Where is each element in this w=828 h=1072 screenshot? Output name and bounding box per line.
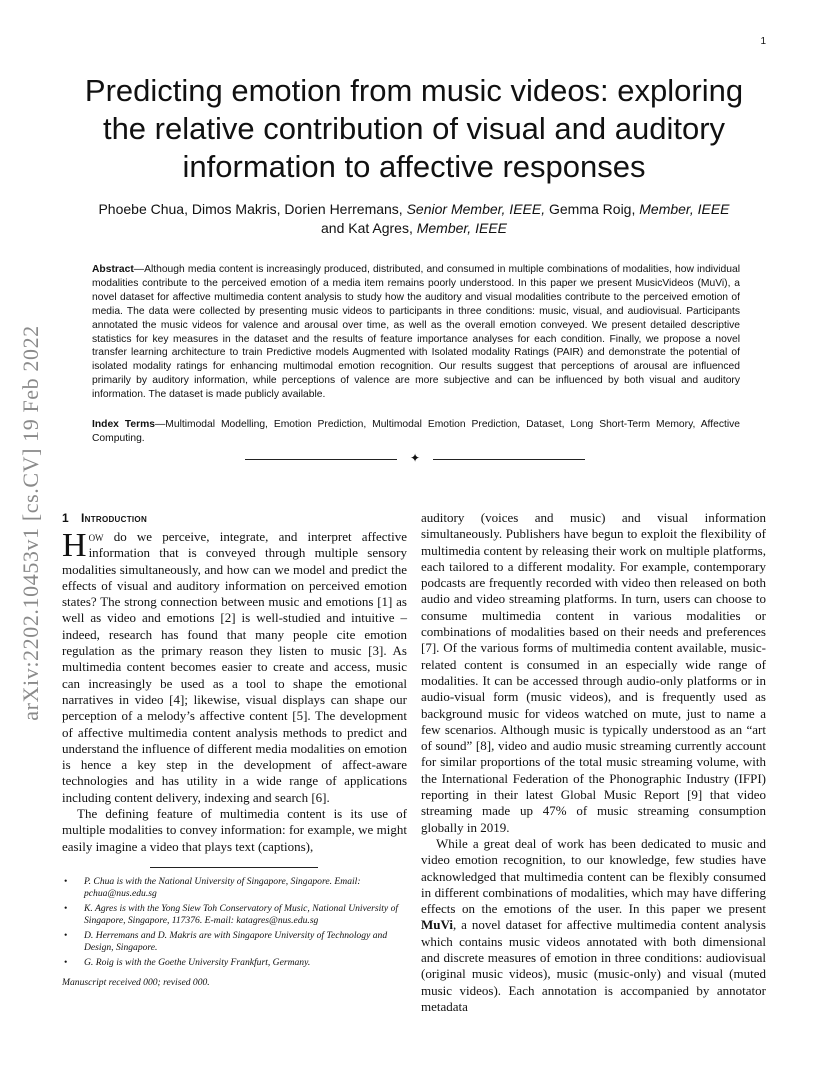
intro-paragraph-4-text-a: While a great deal of work has been dedicated to music and video emotion recognition, to our knowledge, few studies have acknowledged that multimedia content can be flexibly consumed in different combinations of modalities, which may have differing effects on the emotions of the user. In this paper we present bbox=[421, 835, 766, 917]
dataset-name: MuVi bbox=[421, 917, 454, 933]
intro-paragraph-4 bbox=[421, 836, 766, 1015]
author-names-1: Phoebe Chua, Dimos Makris, Dorien Herremans, bbox=[98, 201, 407, 217]
footnote-item: • D. Herremans and D. Makris are with Singapore University of Technology and Design, Singapore. bbox=[62, 930, 407, 954]
divider-line-left bbox=[245, 459, 397, 460]
section-title: Introduction bbox=[80, 511, 148, 525]
intro-paragraph-1 bbox=[62, 529, 407, 806]
section-number: 1 bbox=[62, 511, 69, 525]
author-affiliation-3: Member, IEEE bbox=[416, 220, 507, 236]
index-terms bbox=[92, 418, 740, 446]
abstract-text: —Although media content is increasingly produced, distributed, and consumed in multiple combinations of modalities, how individual modalities contribute to the perceived emotion of a media item remains poorly understood. In this paper we present MusicVideos (MuVi), a novel dataset for affective multimedia content analysis to study how the auditory and visual modalities contribute to the perceived emotion of media. The data were collected by presenting music videos to participants in three conditions: music, visual, and audiovisual. Participants annotated the music videos for valence and arousal over time, as well as the overall emotion conveyed. We present detailed descriptive statistics for key measures in the dataset and the results of feature importance analyses for each condition. Finally, we propose a novel transfer learning architecture to train Predictive models Augmented with Isolated modality Ratings (PAIR) and demonstrate the potential of isolated modality ratings for enhancing multimodal emotion recognition. Our results suggest that perceptions of arousal are influenced primarily by auditory information, while perceptions of valence are more subjective and can be influenced by both visual and auditory information. The dataset is made publicly available. bbox=[92, 264, 740, 401]
footnote-item: • G. Roig is with the Goethe University Frankfurt, Germany. bbox=[62, 957, 407, 969]
arxiv-id: arXiv:2202.10453v1 [cs.CV] 19 Feb 2022 bbox=[18, 324, 43, 721]
diamond-ornament-icon: ✦ bbox=[409, 451, 421, 465]
divider-line-right bbox=[433, 459, 585, 460]
index-terms-text: —Multimodal Modelling, Emotion Prediction, Multimodal Emotion Prediction, Dataset, Long Short-Term Memory, Affective Computing. bbox=[92, 419, 740, 444]
author-affiliation-1: Senior Member, IEEE, bbox=[406, 201, 546, 217]
arxiv-watermark bbox=[10, 285, 52, 760]
intro-paragraph-3: auditory (voices and music) and visual information simultaneously. Publishers have begun to exploit the flexibility of multimedia content by releasing their work on multiple platforms, each tailored to a different modality. For example, contemporary podcasts are frequently recorded with video then released on both audio and video streaming platforms. In turn, users can choose to consume multimedia content in various modalities or combinations of modalities based on their needs and preferences [7]. Of the various forms of multimedia content available, music-related content is consumed in an especially wide range of modalities. It can be accessed through audio-only platforms or in audio-visual form (music videos), and is frequently used as background music for videos watched on mute, just to name a few scenarios. Although music is typically understood as an “art of sound” [8], video and audio music streaming currently account for similar proportions of the total music streaming volume, with the International Federation of the Phonographic Industry (IFPI) reporting in their latest Global Music Report [9] that video streaming made up 47% of music streaming consumption globally in 2019. bbox=[421, 510, 766, 835]
author-names-3: and Kat Agres, bbox=[321, 220, 417, 236]
intro-paragraph-1-text: do we perceive, integrate, and interpret affective information that is conveyed through multiple sensory modalities simultaneously, and how can we model and predict the effects of visual and auditory information on perceived emotion states? The strong connection between music and emotions [1] as well as video and emotions [2] is well-studied and intuitive – indeed, research has found that many people cite emotion regulation as the primary reason they listen to music [3]. As multimedia content becomes easier to create and access, music can increasingly be used as a tool to shape the emotional narratives in video [4]; likewise, visual displays can shape our perception of a melody’s affective content [5]. The development of affective multimedia content analysis methods to predict and understand the influence of different media modalities on emotion is hence a key step in the development of affect-aware technologies and has utility in a wide range of applications including content delivery, indexing and search [6]. bbox=[62, 529, 407, 805]
author-line-1 bbox=[70, 200, 758, 219]
author-line-2 bbox=[70, 219, 758, 238]
manuscript-note: Manuscript received 000; revised 000. bbox=[62, 976, 210, 988]
footnote-list bbox=[62, 876, 407, 969]
footnote-item: • K. Agres is with the Yong Siew Toh Conservatory of Music, National University of Singapore, Singapore, 117376. E-mail: katagres@nus.edu.sg bbox=[62, 903, 407, 927]
intro-paragraph-2: The defining feature of multimedia content is its use of multiple modalities to convey information: for example, we might easily imagine a video that plays text (captions), bbox=[62, 806, 407, 854]
intro-paragraph-4-text-b: , a novel dataset for affective multimedia content analysis which contains music videos annotated with both dimensional and discrete measures of emotion in three conditions: audiovisual (original music videos), music (music-only) and visual (muted music videos). Each annotation is accompanied by annotator metadata bbox=[421, 917, 766, 1014]
author-affiliation-2: Member, IEEE bbox=[639, 201, 730, 217]
author-names-2: Gemma Roig, bbox=[545, 201, 640, 217]
author-list bbox=[70, 200, 758, 238]
footnote-rule bbox=[150, 867, 318, 868]
section-heading bbox=[62, 510, 407, 526]
abstract-label: Abstract bbox=[92, 264, 134, 275]
drop-cap: H bbox=[62, 527, 87, 564]
section-divider bbox=[245, 452, 585, 466]
abstract bbox=[92, 263, 740, 402]
page-number: 1 bbox=[760, 36, 766, 47]
left-column bbox=[62, 510, 407, 991]
right-column bbox=[421, 510, 766, 1015]
index-terms-label: Index Terms bbox=[92, 419, 155, 430]
paper-title: Predicting emotion from music videos: exploring the relative contribution of visual and auditory information to affective responses bbox=[84, 73, 744, 184]
footnote-item: • P. Chua is with the National University of Singapore, Singapore. Email: pchua@nus.edu.sg bbox=[62, 876, 407, 900]
intro-smallcaps: ow bbox=[88, 529, 104, 544]
